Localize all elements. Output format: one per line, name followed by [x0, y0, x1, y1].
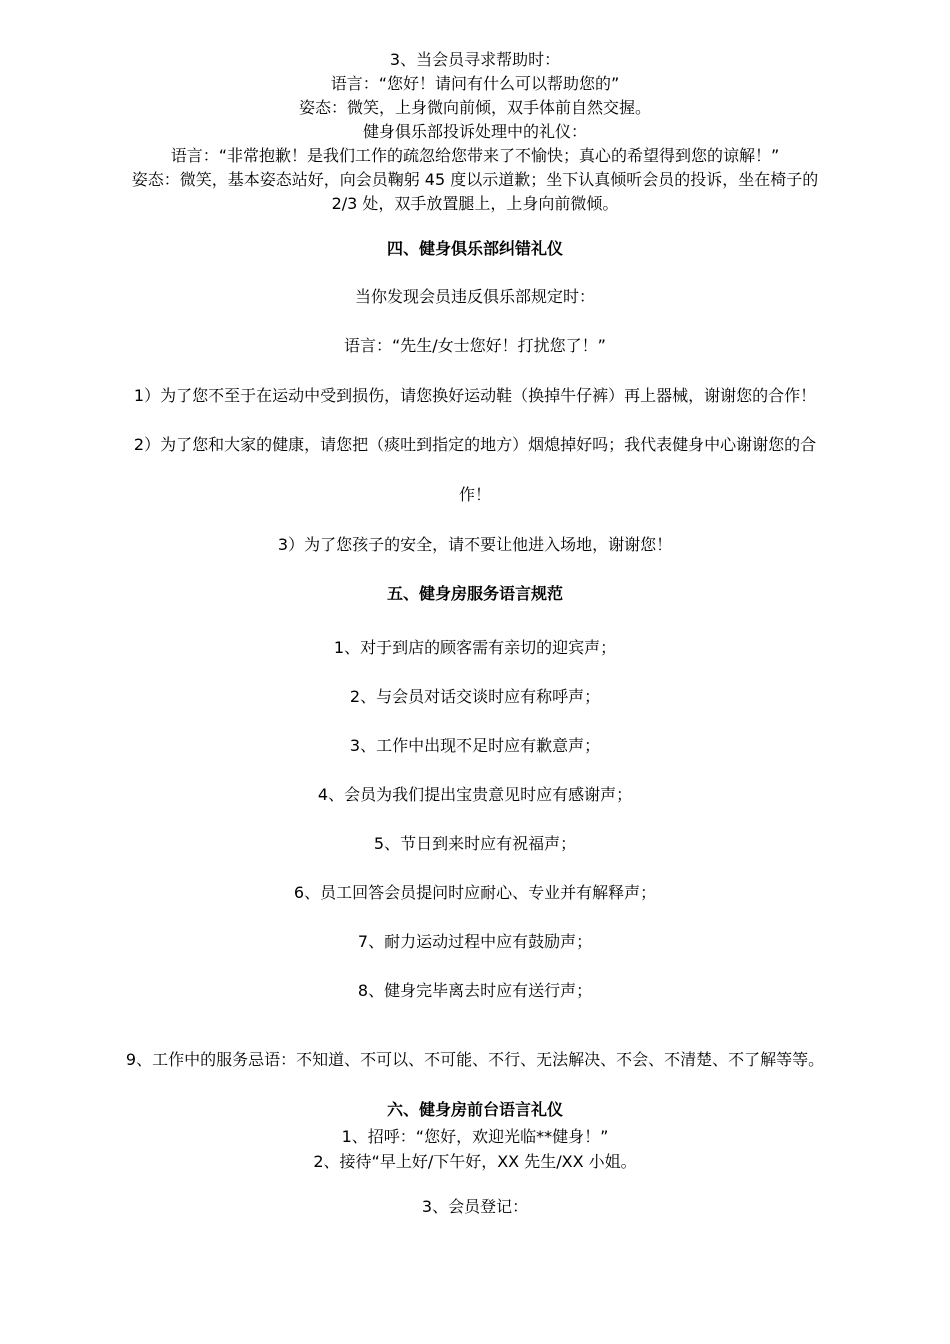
- list-item: 3、工作中出现不足时应有歉意声；: [349, 736, 601, 755]
- text-line: 2/3 处，双手放置腿上，上身向前微倾。: [331, 194, 619, 213]
- list-item: 7、耐力运动过程中应有鼓励声；: [357, 932, 593, 951]
- section-heading: 四、健身俱乐部纠错礼仪: [386, 239, 563, 258]
- list-item: 8、健身完毕离去时应有送行声；: [357, 981, 593, 1000]
- text-line: 1）为了您不至于在运动中受到损伤，请您换好运动鞋（换掉牛仔裤）再上器械，谢谢您的合作！: [133, 386, 817, 405]
- section-heading: 六、健身房前台语言礼仪: [386, 1100, 563, 1119]
- text-line: 姿态：微笑，基本姿态站好，向会员鞠躬 45 度以示道歉；坐下认真倾听会员的投诉，坐在椅子的: [131, 170, 819, 189]
- text-line: 3）为了您孩子的安全，请不要让他进入场地，谢谢您！: [277, 535, 673, 554]
- text-line: 语言：“非常抱歉！是我们工作的疏忽给您带来了不愉快；真心的希望得到您的谅解！”: [170, 146, 780, 165]
- list-item: 9、工作中的服务忌语：不知道、不可以、不可能、不行、无法解决、不会、不清楚、不了解等等。: [125, 1050, 825, 1069]
- text-line: 语言：“先生/女士您好！打扰您了！”: [344, 336, 606, 355]
- text-line: 2）为了您和大家的健康，请您把（痰吐到指定的地方）烟熄掉好吗；我代表健身中心谢谢您的合: [133, 435, 817, 454]
- list-item: 2、接待“早上好/下午好，XX 先生/XX 小姐。: [313, 1152, 637, 1171]
- text-line: 语言：“您好！请问有什么可以帮助您的”: [330, 74, 620, 93]
- list-item: 5、节日到来时应有祝福声；: [373, 834, 577, 853]
- list-item: 1、对于到店的顾客需有亲切的迎宾声；: [333, 638, 617, 657]
- text-line: 作！: [458, 485, 491, 504]
- list-item: 3、会员登记：: [421, 1197, 529, 1216]
- text-line: 3、当会员寻求帮助时：: [389, 50, 561, 69]
- text-line: 当你发现会员违反俱乐部规定时：: [354, 287, 595, 306]
- list-item: 6、员工回答会员提问时应耐心、专业并有解释声；: [293, 883, 657, 902]
- section-heading: 五、健身房服务语言规范: [386, 584, 563, 603]
- text-line: 健身俱乐部投诉处理中的礼仪：: [362, 122, 587, 141]
- text-line: 姿态：微笑，上身微向前倾，双手体前自然交握。: [298, 98, 651, 117]
- list-item: 4、会员为我们提出宝贵意见时应有感谢声；: [317, 785, 633, 804]
- list-item: 2、与会员对话交谈时应有称呼声；: [349, 687, 601, 706]
- list-item: 1、招呼：“您好，欢迎光临**健身！”: [341, 1127, 609, 1146]
